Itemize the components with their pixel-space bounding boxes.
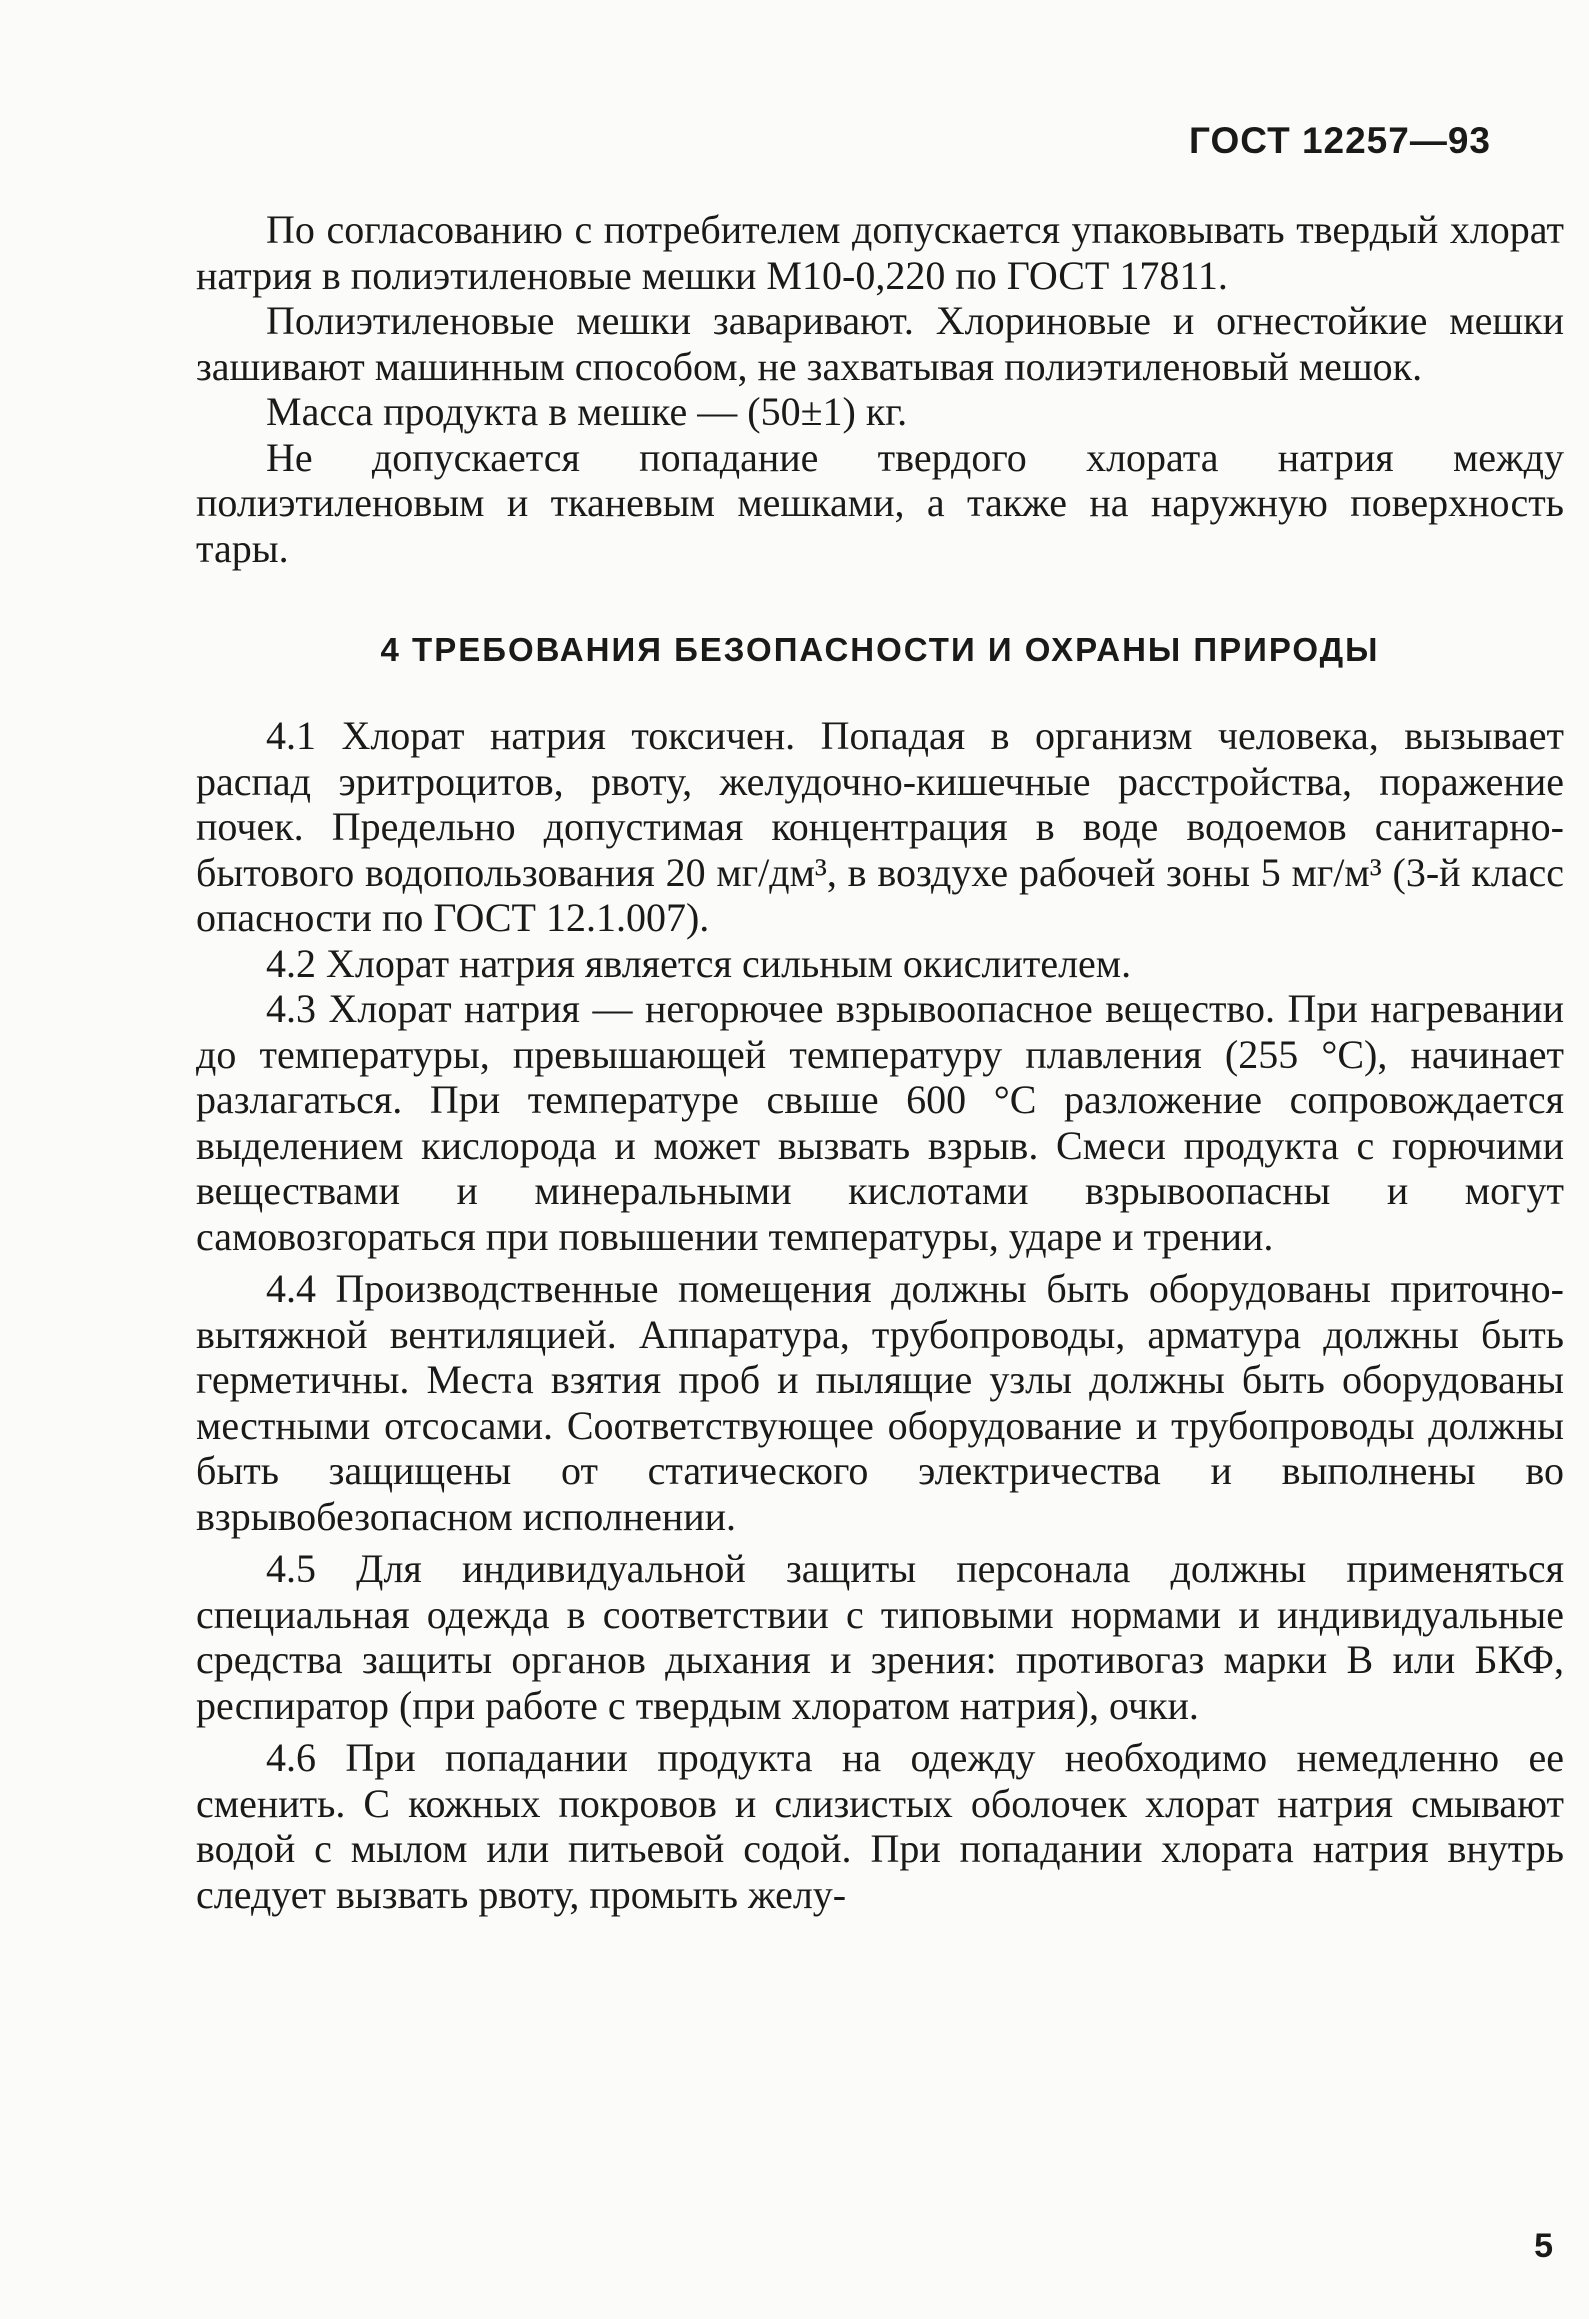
page-content — [196, 207, 1564, 1917]
section-heading: 4 ТРЕБОВАНИЯ БЕЗОПАСНОСТИ И ОХРАНЫ ПРИРОДЫ — [380, 631, 1380, 668]
section-item-4-4: 4.4 Производственные помещения должны быть оборудованы приточно-вытяжной вентиляцией. Аппаратура, трубопроводы, арматура должны быть герметичны. Места взятия проб и пылящие узлы должны быть оборудованы местными отсосами. Соответствующее оборудование и трубопроводы должны быть защищены от статического электричества и выполнены во взрывобезопасном исполнении. — [196, 1266, 1564, 1539]
intro-paragraph: Масса продукта в мешке — (50±1) кг. — [266, 389, 908, 434]
section-item-4-5: 4.5 Для индивидуальной защиты персонала должны применяться специальная одежда в соответствии с типовыми нормами и индивидуальные средства защиты органов дыхания и зрения: противогаз марки В или БКФ, респиратор (при работе с твердым хлоратом натрия), очки. — [196, 1546, 1564, 1728]
page-number: 5 — [1534, 2227, 1553, 2265]
intro-paragraph: Не допускается попадание твердого хлората натрия между полиэтиленовым и тканевым мешками, а также на наружную поверхность тары. — [196, 434, 1564, 571]
document-code-header: ГОСТ 12257—93 — [1189, 120, 1491, 161]
section-item-4-1: 4.1 Хлорат натрия токсичен. Попадая в организм человека, вызывает распад эритроцитов, рвоту, желудочно-кишечные расстройства, поражение почек. Предельно допустимая концентрация в воде водоемов санитарно-бытового водопользования 20 мг/дм³, в воздухе рабочей зоны 5 мг/м³ (3-й класс опасности по ГОСТ 12.1.007). — [196, 713, 1564, 940]
section-item-4-2: 4.2 Хлорат натрия является сильным окислителем. — [266, 940, 1132, 986]
intro-paragraph: Полиэтиленовые мешки заваривают. Хлориновые и огнестойкие мешки зашивают машинным способом, не захватывая полиэтиленовый мешок. — [196, 298, 1564, 389]
section-item-4-3: 4.3 Хлорат натрия — негорючее взрывоопасное вещество. При нагревании до температуры, превышающей температуру плавления (255 °С), начинает разлагаться. При температуре свыше 600 °С разложение сопровождается выделением кислорода и может вызвать взрыв. Смеси продукта с горючими веществами и минеральными кислотами взрывоопасны и могут самовозгораться при повышении температуры, ударе и трении. — [196, 986, 1564, 1259]
intro-paragraph: По согласованию с потребителем допускается упаковывать твердый хлорат натрия в полиэтиленовые мешки М10-0,220 по ГОСТ 17811. — [196, 207, 1564, 298]
section-item-4-6: 4.6 При попадании продукта на одежду необходимо немедленно ее сменить. С кожных покровов и слизистых оболочек хлорат натрия смывают водой с мылом или питьевой содой. При попадании хлората натрия внутрь следует вызвать рвоту, промыть желу- — [196, 1735, 1564, 1917]
